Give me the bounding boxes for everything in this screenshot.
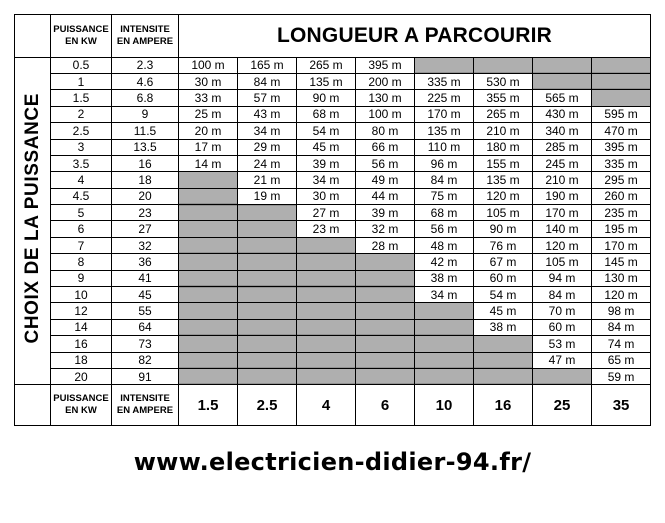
cable-length-table [14, 14, 650, 426]
length-cell: 170 m [592, 237, 651, 253]
footer-amp-label-line1: INTENSITE [120, 393, 170, 405]
footer-amp-label [112, 385, 179, 426]
length-cell: 49 m [356, 172, 415, 188]
power-kw-cell: 2 [51, 106, 112, 122]
side-label-cell [15, 57, 51, 385]
current-amp-cell: 27 [112, 221, 179, 237]
length-cell: 195 m [592, 221, 651, 237]
length-cell: 130 m [592, 270, 651, 286]
power-kw-cell: 9 [51, 270, 112, 286]
unavailable-cell [179, 336, 238, 352]
current-amp-cell: 32 [112, 237, 179, 253]
length-cell: 190 m [533, 188, 592, 204]
length-cell: 56 m [415, 221, 474, 237]
current-amp-cell: 18 [112, 172, 179, 188]
current-amp-cell: 6.8 [112, 90, 179, 106]
length-cell: 60 m [533, 319, 592, 335]
length-cell: 84 m [238, 73, 297, 89]
unavailable-cell [474, 57, 533, 73]
length-cell: 19 m [238, 188, 297, 204]
length-cell: 32 m [356, 221, 415, 237]
unavailable-cell [297, 336, 356, 352]
unavailable-cell [474, 368, 533, 384]
website-url: www.electricien-didier-94.fr/ [133, 448, 532, 476]
table-row [15, 319, 651, 335]
unavailable-cell [415, 352, 474, 368]
table-row [15, 352, 651, 368]
length-cell: 335 m [592, 155, 651, 171]
current-amp-cell: 20 [112, 188, 179, 204]
power-kw-cell: 4.5 [51, 188, 112, 204]
table-row [15, 90, 651, 106]
length-cell: 120 m [533, 237, 592, 253]
unavailable-cell [238, 254, 297, 270]
unavailable-cell [356, 303, 415, 319]
unavailable-cell [179, 287, 238, 303]
length-cell: 120 m [592, 287, 651, 303]
table-row [15, 237, 651, 253]
unavailable-cell [415, 336, 474, 352]
unavailable-cell [356, 368, 415, 384]
unavailable-cell [533, 57, 592, 73]
corner-gutter [15, 15, 51, 58]
length-cell: 80 m [356, 123, 415, 139]
unavailable-cell [238, 221, 297, 237]
length-cell: 14 m [179, 155, 238, 171]
length-cell: 59 m [592, 368, 651, 384]
current-amp-cell: 2.3 [112, 57, 179, 73]
current-amp-cell: 45 [112, 287, 179, 303]
current-amp-cell: 91 [112, 368, 179, 384]
unavailable-cell [356, 352, 415, 368]
length-cell: 44 m [356, 188, 415, 204]
length-cell: 76 m [474, 237, 533, 253]
header-kw-label [51, 15, 112, 58]
power-kw-cell: 6 [51, 221, 112, 237]
unavailable-cell [179, 368, 238, 384]
table-row [15, 155, 651, 171]
unavailable-cell [238, 336, 297, 352]
length-cell: 110 m [415, 139, 474, 155]
unavailable-cell [415, 368, 474, 384]
cable-section-label: 6 [356, 385, 415, 426]
length-cell: 285 m [533, 139, 592, 155]
current-amp-cell: 64 [112, 319, 179, 335]
length-cell: 34 m [238, 123, 297, 139]
power-kw-cell: 8 [51, 254, 112, 270]
length-cell: 30 m [179, 73, 238, 89]
unavailable-cell [238, 352, 297, 368]
length-cell: 235 m [592, 205, 651, 221]
header-row [15, 15, 651, 58]
length-cell: 38 m [415, 270, 474, 286]
unavailable-cell [474, 352, 533, 368]
length-cell: 135 m [297, 73, 356, 89]
unavailable-cell [533, 73, 592, 89]
unavailable-cell [297, 237, 356, 253]
cable-section-label: 1.5 [179, 385, 238, 426]
length-cell: 34 m [297, 172, 356, 188]
current-amp-cell: 9 [112, 106, 179, 122]
length-cell: 84 m [533, 287, 592, 303]
table-row [15, 57, 651, 73]
length-cell: 65 m [592, 352, 651, 368]
unavailable-cell [356, 336, 415, 352]
table-row [15, 123, 651, 139]
unavailable-cell [297, 287, 356, 303]
table-row [15, 221, 651, 237]
length-cell: 98 m [592, 303, 651, 319]
length-cell: 33 m [179, 90, 238, 106]
cable-section-label: 16 [474, 385, 533, 426]
length-cell: 27 m [297, 205, 356, 221]
unavailable-cell [297, 270, 356, 286]
side-label: CHOIX DE LA PUISSANCE [21, 93, 43, 344]
unavailable-cell [238, 270, 297, 286]
current-amp-cell: 16 [112, 155, 179, 171]
length-table [14, 14, 651, 426]
length-cell: 42 m [415, 254, 474, 270]
unavailable-cell [592, 73, 651, 89]
length-cell: 39 m [356, 205, 415, 221]
length-cell: 54 m [474, 287, 533, 303]
current-amp-cell: 41 [112, 270, 179, 286]
length-cell: 28 m [356, 237, 415, 253]
header-amp-label [112, 15, 179, 58]
current-amp-cell: 23 [112, 205, 179, 221]
length-cell: 170 m [533, 205, 592, 221]
cable-section-label: 35 [592, 385, 651, 426]
length-cell: 68 m [297, 106, 356, 122]
table-row [15, 303, 651, 319]
length-cell: 23 m [297, 221, 356, 237]
length-cell: 265 m [474, 106, 533, 122]
current-amp-cell: 13.5 [112, 139, 179, 155]
unavailable-cell [297, 352, 356, 368]
table-row [15, 172, 651, 188]
cable-section-label: 10 [415, 385, 474, 426]
length-cell: 90 m [474, 221, 533, 237]
header-amp-line2: EN AMPERE [116, 35, 174, 47]
length-cell: 47 m [533, 352, 592, 368]
power-kw-cell: 3.5 [51, 155, 112, 171]
length-cell: 68 m [415, 205, 474, 221]
table-row [15, 106, 651, 122]
cable-section-label: 4 [297, 385, 356, 426]
length-cell: 17 m [179, 139, 238, 155]
length-cell: 100 m [356, 106, 415, 122]
length-cell: 100 m [179, 57, 238, 73]
length-cell: 260 m [592, 188, 651, 204]
current-amp-cell: 4.6 [112, 73, 179, 89]
table-row [15, 73, 651, 89]
length-cell: 54 m [297, 123, 356, 139]
length-cell: 74 m [592, 336, 651, 352]
footer-gutter [15, 385, 51, 426]
header-kw-line1: PUISSANCE [53, 23, 109, 35]
length-cell: 96 m [415, 155, 474, 171]
length-cell: 57 m [238, 90, 297, 106]
length-cell: 34 m [415, 287, 474, 303]
power-kw-cell: 2.5 [51, 123, 112, 139]
unavailable-cell [179, 237, 238, 253]
length-cell: 120 m [474, 188, 533, 204]
power-kw-cell: 10 [51, 287, 112, 303]
current-amp-cell: 36 [112, 254, 179, 270]
length-cell: 155 m [474, 155, 533, 171]
cable-section-label: 2.5 [238, 385, 297, 426]
unavailable-cell [415, 57, 474, 73]
length-cell: 135 m [415, 123, 474, 139]
power-kw-cell: 12 [51, 303, 112, 319]
unavailable-cell [179, 172, 238, 188]
length-cell: 66 m [356, 139, 415, 155]
length-cell: 56 m [356, 155, 415, 171]
unavailable-cell [179, 319, 238, 335]
length-cell: 165 m [238, 57, 297, 73]
header-kw-line2: EN KW [65, 35, 97, 47]
power-kw-cell: 18 [51, 352, 112, 368]
length-cell: 210 m [533, 172, 592, 188]
length-cell: 340 m [533, 123, 592, 139]
length-cell: 140 m [533, 221, 592, 237]
table-row [15, 205, 651, 221]
current-amp-cell: 11.5 [112, 123, 179, 139]
length-cell: 60 m [474, 270, 533, 286]
table-row [15, 336, 651, 352]
unavailable-cell [297, 319, 356, 335]
power-kw-cell: 1.5 [51, 90, 112, 106]
length-cell: 24 m [238, 155, 297, 171]
header-amp-line1: INTENSITE [120, 23, 170, 35]
length-cell: 39 m [297, 155, 356, 171]
power-kw-cell: 14 [51, 319, 112, 335]
length-cell: 75 m [415, 188, 474, 204]
length-cell: 335 m [415, 73, 474, 89]
unavailable-cell [179, 303, 238, 319]
unavailable-cell [297, 254, 356, 270]
length-cell: 45 m [474, 303, 533, 319]
length-cell: 530 m [474, 73, 533, 89]
footer-kw-label-line2: EN KW [65, 405, 97, 417]
unavailable-cell [179, 254, 238, 270]
unavailable-cell [179, 270, 238, 286]
length-cell: 48 m [415, 237, 474, 253]
unavailable-cell [592, 90, 651, 106]
footer-kw-label [51, 385, 112, 426]
length-cell: 430 m [533, 106, 592, 122]
unavailable-cell [238, 303, 297, 319]
unavailable-cell [238, 368, 297, 384]
unavailable-cell [415, 319, 474, 335]
unavailable-cell [356, 319, 415, 335]
length-cell: 94 m [533, 270, 592, 286]
power-kw-cell: 7 [51, 237, 112, 253]
length-cell: 45 m [297, 139, 356, 155]
unavailable-cell [238, 287, 297, 303]
length-cell: 20 m [179, 123, 238, 139]
unavailable-cell [356, 287, 415, 303]
length-cell: 84 m [592, 319, 651, 335]
unavailable-cell [238, 319, 297, 335]
length-cell: 565 m [533, 90, 592, 106]
length-cell: 105 m [474, 205, 533, 221]
length-cell: 43 m [238, 106, 297, 122]
length-cell: 67 m [474, 254, 533, 270]
footer-kw-label-line1: PUISSANCE [53, 393, 109, 405]
length-cell: 225 m [415, 90, 474, 106]
current-amp-cell: 73 [112, 336, 179, 352]
table-row [15, 270, 651, 286]
length-cell: 105 m [533, 254, 592, 270]
unavailable-cell [297, 303, 356, 319]
length-cell: 395 m [592, 139, 651, 155]
unavailable-cell [356, 270, 415, 286]
footer-amp-label-line2: EN AMPERE [116, 405, 174, 417]
current-amp-cell: 82 [112, 352, 179, 368]
length-cell: 25 m [179, 106, 238, 122]
length-cell: 21 m [238, 172, 297, 188]
unavailable-cell [415, 303, 474, 319]
length-cell: 180 m [474, 139, 533, 155]
current-amp-cell: 55 [112, 303, 179, 319]
unavailable-cell [356, 254, 415, 270]
length-cell: 84 m [415, 172, 474, 188]
power-kw-cell: 3 [51, 139, 112, 155]
length-cell: 395 m [356, 57, 415, 73]
length-cell: 53 m [533, 336, 592, 352]
unavailable-cell [179, 205, 238, 221]
unavailable-cell [179, 221, 238, 237]
length-cell: 90 m [297, 90, 356, 106]
unavailable-cell [297, 368, 356, 384]
table-row [15, 188, 651, 204]
power-kw-cell: 16 [51, 336, 112, 352]
table-row [15, 368, 651, 384]
table-row [15, 287, 651, 303]
unavailable-cell [238, 237, 297, 253]
length-cell: 30 m [297, 188, 356, 204]
length-cell: 145 m [592, 254, 651, 270]
table-row [15, 254, 651, 270]
length-cell: 265 m [297, 57, 356, 73]
length-cell: 200 m [356, 73, 415, 89]
length-cell: 470 m [592, 123, 651, 139]
unavailable-cell [592, 57, 651, 73]
length-cell: 355 m [474, 90, 533, 106]
table-title: LONGUEUR A PARCOURIR [179, 15, 651, 58]
unavailable-cell [533, 368, 592, 384]
power-kw-cell: 1 [51, 73, 112, 89]
length-cell: 130 m [356, 90, 415, 106]
power-kw-cell: 0.5 [51, 57, 112, 73]
cable-section-label: 25 [533, 385, 592, 426]
unavailable-cell [179, 188, 238, 204]
unavailable-cell [474, 336, 533, 352]
length-cell: 245 m [533, 155, 592, 171]
length-cell: 210 m [474, 123, 533, 139]
length-cell: 170 m [415, 106, 474, 122]
power-kw-cell: 5 [51, 205, 112, 221]
length-cell: 595 m [592, 106, 651, 122]
length-cell: 70 m [533, 303, 592, 319]
table-row [15, 139, 651, 155]
footer-row [15, 385, 651, 426]
unavailable-cell [238, 205, 297, 221]
length-cell: 29 m [238, 139, 297, 155]
length-cell: 295 m [592, 172, 651, 188]
power-kw-cell: 4 [51, 172, 112, 188]
power-kw-cell: 20 [51, 368, 112, 384]
length-cell: 38 m [474, 319, 533, 335]
length-cell: 135 m [474, 172, 533, 188]
unavailable-cell [179, 352, 238, 368]
